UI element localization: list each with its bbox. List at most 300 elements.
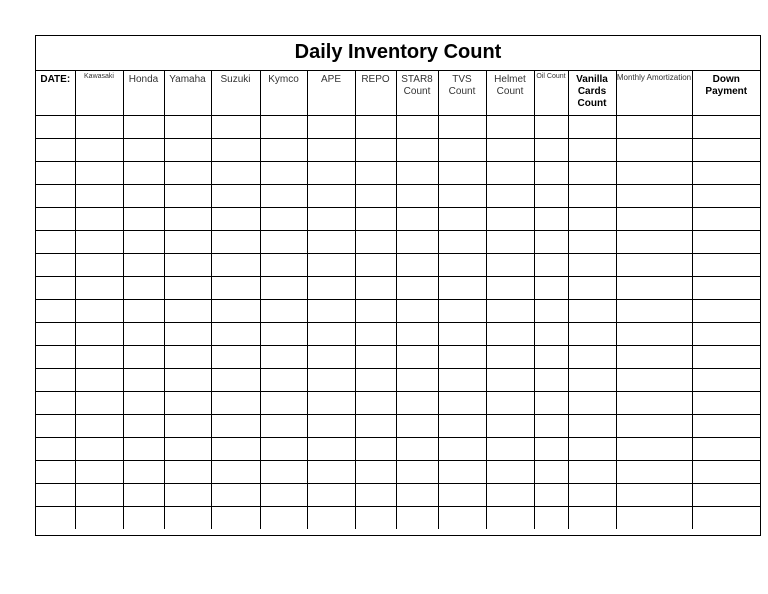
table-cell[interactable] bbox=[260, 483, 307, 506]
table-cell[interactable] bbox=[355, 345, 396, 368]
table-row bbox=[36, 184, 760, 207]
table-cell[interactable] bbox=[36, 437, 75, 460]
table-cell[interactable] bbox=[75, 207, 123, 230]
column-header: Kawasaki bbox=[75, 71, 123, 115]
table-cell[interactable] bbox=[36, 253, 75, 276]
table-cell[interactable] bbox=[123, 115, 164, 138]
table-cell[interactable] bbox=[438, 299, 486, 322]
table-cell[interactable] bbox=[307, 230, 355, 253]
table-cell[interactable] bbox=[438, 138, 486, 161]
table-row bbox=[36, 322, 760, 345]
table-cell[interactable] bbox=[75, 322, 123, 345]
table-row bbox=[36, 299, 760, 322]
table-row bbox=[36, 368, 760, 391]
table-cell[interactable] bbox=[616, 161, 692, 184]
table-cell[interactable] bbox=[164, 276, 211, 299]
table-cell[interactable] bbox=[260, 460, 307, 483]
table-cell[interactable] bbox=[616, 483, 692, 506]
table-cell[interactable] bbox=[211, 483, 260, 506]
table-cell[interactable] bbox=[123, 299, 164, 322]
table-cell[interactable] bbox=[438, 437, 486, 460]
table-cell[interactable] bbox=[568, 115, 616, 138]
table-cell[interactable] bbox=[692, 161, 760, 184]
table-cell[interactable] bbox=[534, 276, 568, 299]
table-cell[interactable] bbox=[260, 391, 307, 414]
table-cell[interactable] bbox=[355, 437, 396, 460]
table-cell[interactable] bbox=[75, 368, 123, 391]
table-cell[interactable] bbox=[355, 184, 396, 207]
table-cell[interactable] bbox=[211, 115, 260, 138]
table-cell[interactable] bbox=[36, 115, 75, 138]
table-cell[interactable] bbox=[568, 276, 616, 299]
table-cell[interactable] bbox=[355, 483, 396, 506]
table-row bbox=[36, 414, 760, 437]
table-cell[interactable] bbox=[568, 391, 616, 414]
table-cell[interactable] bbox=[123, 483, 164, 506]
table-cell[interactable] bbox=[534, 230, 568, 253]
table-cell[interactable] bbox=[123, 345, 164, 368]
table-cell[interactable] bbox=[355, 368, 396, 391]
table-cell[interactable] bbox=[438, 253, 486, 276]
table-cell[interactable] bbox=[534, 184, 568, 207]
table-cell[interactable] bbox=[692, 437, 760, 460]
table-cell[interactable] bbox=[75, 437, 123, 460]
table-cell[interactable] bbox=[396, 299, 438, 322]
table-cell[interactable] bbox=[164, 322, 211, 345]
table-cell[interactable] bbox=[307, 460, 355, 483]
table-cell[interactable] bbox=[36, 161, 75, 184]
table-cell[interactable] bbox=[534, 506, 568, 529]
table-cell[interactable] bbox=[75, 184, 123, 207]
table-cell[interactable] bbox=[616, 299, 692, 322]
table-cell[interactable] bbox=[307, 184, 355, 207]
table-cell[interactable] bbox=[616, 437, 692, 460]
table-cell[interactable] bbox=[438, 115, 486, 138]
table-cell[interactable] bbox=[36, 138, 75, 161]
table-cell[interactable] bbox=[692, 299, 760, 322]
table-cell[interactable] bbox=[692, 391, 760, 414]
table-cell[interactable] bbox=[616, 345, 692, 368]
table-cell[interactable] bbox=[355, 207, 396, 230]
table-cell[interactable] bbox=[307, 437, 355, 460]
table-cell[interactable] bbox=[164, 414, 211, 437]
table-cell[interactable] bbox=[438, 391, 486, 414]
table-cell[interactable] bbox=[692, 414, 760, 437]
table-cell[interactable] bbox=[36, 460, 75, 483]
table-cell[interactable] bbox=[396, 138, 438, 161]
table-cell[interactable] bbox=[396, 460, 438, 483]
table-cell[interactable] bbox=[692, 253, 760, 276]
table-cell[interactable] bbox=[486, 207, 534, 230]
table-cell[interactable] bbox=[438, 483, 486, 506]
table-cell[interactable] bbox=[486, 276, 534, 299]
table-cell[interactable] bbox=[307, 414, 355, 437]
table-cell[interactable] bbox=[486, 322, 534, 345]
table-cell[interactable] bbox=[534, 161, 568, 184]
table-cell[interactable] bbox=[355, 253, 396, 276]
table-cell[interactable] bbox=[396, 253, 438, 276]
table-cell[interactable] bbox=[355, 414, 396, 437]
table-cell[interactable] bbox=[355, 230, 396, 253]
table-cell[interactable] bbox=[568, 138, 616, 161]
table-cell[interactable] bbox=[568, 207, 616, 230]
table-cell[interactable] bbox=[260, 368, 307, 391]
table-cell[interactable] bbox=[534, 460, 568, 483]
table-cell[interactable] bbox=[123, 391, 164, 414]
table-cell[interactable] bbox=[123, 414, 164, 437]
header-row bbox=[36, 71, 760, 115]
table-cell[interactable] bbox=[260, 276, 307, 299]
table-cell[interactable] bbox=[75, 276, 123, 299]
table-cell[interactable] bbox=[486, 299, 534, 322]
table-cell[interactable] bbox=[486, 253, 534, 276]
table-cell[interactable] bbox=[260, 253, 307, 276]
table-cell[interactable] bbox=[396, 483, 438, 506]
table-cell[interactable] bbox=[36, 368, 75, 391]
table-cell[interactable] bbox=[616, 276, 692, 299]
table-cell[interactable] bbox=[123, 184, 164, 207]
table-cell[interactable] bbox=[568, 322, 616, 345]
column-header: Oil Count bbox=[534, 71, 568, 115]
table-cell[interactable] bbox=[534, 391, 568, 414]
column-header: Kymco bbox=[260, 71, 307, 115]
table-cell[interactable] bbox=[568, 345, 616, 368]
table-cell[interactable] bbox=[75, 230, 123, 253]
table-cell[interactable] bbox=[692, 345, 760, 368]
table-cell[interactable] bbox=[355, 299, 396, 322]
table-cell[interactable] bbox=[396, 391, 438, 414]
table-cell[interactable] bbox=[692, 276, 760, 299]
table-cell[interactable] bbox=[692, 460, 760, 483]
table-cell[interactable] bbox=[616, 230, 692, 253]
table-cell[interactable] bbox=[123, 276, 164, 299]
table-cell[interactable] bbox=[75, 138, 123, 161]
table-cell[interactable] bbox=[307, 276, 355, 299]
table-cell[interactable] bbox=[534, 437, 568, 460]
table-cell[interactable] bbox=[616, 184, 692, 207]
table-cell[interactable] bbox=[164, 437, 211, 460]
table-cell[interactable] bbox=[164, 253, 211, 276]
table-cell[interactable] bbox=[438, 276, 486, 299]
table-cell[interactable] bbox=[75, 115, 123, 138]
table-cell[interactable] bbox=[36, 391, 75, 414]
table-cell[interactable] bbox=[164, 161, 211, 184]
table-cell[interactable] bbox=[164, 460, 211, 483]
table-cell[interactable] bbox=[75, 460, 123, 483]
table-cell[interactable] bbox=[396, 161, 438, 184]
table-cell[interactable] bbox=[307, 253, 355, 276]
table-cell[interactable] bbox=[396, 115, 438, 138]
table-cell[interactable] bbox=[123, 437, 164, 460]
table-cell[interactable] bbox=[75, 161, 123, 184]
table-cell[interactable] bbox=[396, 322, 438, 345]
table-cell[interactable] bbox=[260, 437, 307, 460]
table-cell[interactable] bbox=[534, 345, 568, 368]
column-header: Honda bbox=[123, 71, 164, 115]
table-cell[interactable] bbox=[307, 345, 355, 368]
table-cell[interactable] bbox=[36, 345, 75, 368]
table-cell[interactable] bbox=[211, 506, 260, 529]
table-cell[interactable] bbox=[486, 115, 534, 138]
table-cell[interactable] bbox=[486, 437, 534, 460]
table-cell[interactable] bbox=[123, 506, 164, 529]
table-cell[interactable] bbox=[36, 207, 75, 230]
table-cell[interactable] bbox=[692, 184, 760, 207]
table-cell[interactable] bbox=[75, 506, 123, 529]
table-row bbox=[36, 253, 760, 276]
table-cell[interactable] bbox=[534, 414, 568, 437]
table-cell[interactable] bbox=[486, 161, 534, 184]
column-header: Yamaha bbox=[164, 71, 211, 115]
table-row bbox=[36, 460, 760, 483]
table-cell[interactable] bbox=[123, 460, 164, 483]
table-cell[interactable] bbox=[211, 391, 260, 414]
table-cell[interactable] bbox=[486, 460, 534, 483]
table-cell[interactable] bbox=[568, 161, 616, 184]
table-cell[interactable] bbox=[355, 391, 396, 414]
table-cell[interactable] bbox=[260, 345, 307, 368]
table-cell[interactable] bbox=[692, 322, 760, 345]
table-cell[interactable] bbox=[534, 253, 568, 276]
table-cell[interactable] bbox=[486, 391, 534, 414]
table-cell[interactable] bbox=[355, 161, 396, 184]
table-cell[interactable] bbox=[568, 483, 616, 506]
table-cell[interactable] bbox=[307, 299, 355, 322]
table-cell[interactable] bbox=[164, 391, 211, 414]
table-cell[interactable] bbox=[692, 115, 760, 138]
table-cell[interactable] bbox=[164, 483, 211, 506]
column-header: DATE: bbox=[36, 71, 75, 115]
table-cell[interactable] bbox=[692, 230, 760, 253]
table-cell[interactable] bbox=[164, 207, 211, 230]
table-cell[interactable] bbox=[438, 184, 486, 207]
table-cell[interactable] bbox=[616, 391, 692, 414]
table-row bbox=[36, 437, 760, 460]
column-header: Vanilla Cards Count bbox=[568, 71, 616, 115]
table-cell[interactable] bbox=[75, 391, 123, 414]
table-cell[interactable] bbox=[568, 437, 616, 460]
table-cell[interactable] bbox=[211, 414, 260, 437]
table-cell[interactable] bbox=[616, 322, 692, 345]
table-cell[interactable] bbox=[36, 230, 75, 253]
table-cell[interactable] bbox=[36, 299, 75, 322]
table-cell[interactable] bbox=[486, 483, 534, 506]
table-cell[interactable] bbox=[164, 506, 211, 529]
table-cell[interactable] bbox=[211, 460, 260, 483]
table-cell[interactable] bbox=[568, 414, 616, 437]
table-cell[interactable] bbox=[123, 161, 164, 184]
table-cell[interactable] bbox=[164, 299, 211, 322]
table-cell[interactable] bbox=[355, 276, 396, 299]
table-cell[interactable] bbox=[75, 345, 123, 368]
table-cell[interactable] bbox=[486, 138, 534, 161]
column-header: Monthly Amortization bbox=[616, 71, 692, 115]
table-cell[interactable] bbox=[486, 184, 534, 207]
table-cell[interactable] bbox=[534, 138, 568, 161]
table-cell[interactable] bbox=[486, 506, 534, 529]
table-cell[interactable] bbox=[396, 345, 438, 368]
table-cell[interactable] bbox=[568, 506, 616, 529]
table-cell[interactable] bbox=[36, 506, 75, 529]
table-cell[interactable] bbox=[260, 115, 307, 138]
table-cell[interactable] bbox=[438, 322, 486, 345]
table-cell[interactable] bbox=[568, 460, 616, 483]
table-cell[interactable] bbox=[486, 345, 534, 368]
table-cell[interactable] bbox=[307, 483, 355, 506]
table-cell[interactable] bbox=[211, 161, 260, 184]
table-cell[interactable] bbox=[260, 299, 307, 322]
table-cell[interactable] bbox=[123, 207, 164, 230]
table-cell[interactable] bbox=[211, 345, 260, 368]
table-cell[interactable] bbox=[36, 276, 75, 299]
table-cell[interactable] bbox=[692, 506, 760, 529]
table-cell[interactable] bbox=[75, 483, 123, 506]
table-cell[interactable] bbox=[260, 506, 307, 529]
table-cell[interactable] bbox=[692, 138, 760, 161]
table-cell[interactable] bbox=[307, 368, 355, 391]
table-row bbox=[36, 138, 760, 161]
table-cell[interactable] bbox=[355, 460, 396, 483]
table-cell[interactable] bbox=[164, 115, 211, 138]
table-cell[interactable] bbox=[307, 161, 355, 184]
table-cell[interactable] bbox=[396, 207, 438, 230]
table-cell[interactable] bbox=[211, 184, 260, 207]
table-cell[interactable] bbox=[307, 506, 355, 529]
table-cell[interactable] bbox=[355, 506, 396, 529]
table-cell[interactable] bbox=[307, 207, 355, 230]
table-cell[interactable] bbox=[355, 115, 396, 138]
table-cell[interactable] bbox=[568, 230, 616, 253]
column-header: Suzuki bbox=[211, 71, 260, 115]
table-cell[interactable] bbox=[211, 368, 260, 391]
table-cell[interactable] bbox=[692, 483, 760, 506]
table-cell[interactable] bbox=[123, 368, 164, 391]
table-cell[interactable] bbox=[211, 437, 260, 460]
table-cell[interactable] bbox=[260, 161, 307, 184]
table-cell[interactable] bbox=[307, 115, 355, 138]
table-cell[interactable] bbox=[36, 414, 75, 437]
table-cell[interactable] bbox=[211, 276, 260, 299]
table-cell[interactable] bbox=[438, 368, 486, 391]
table-cell[interactable] bbox=[164, 368, 211, 391]
table-cell[interactable] bbox=[438, 161, 486, 184]
table-cell[interactable] bbox=[534, 483, 568, 506]
table-cell[interactable] bbox=[568, 299, 616, 322]
table-cell[interactable] bbox=[616, 414, 692, 437]
table-cell[interactable] bbox=[438, 230, 486, 253]
table-cell[interactable] bbox=[211, 322, 260, 345]
table-cell[interactable] bbox=[396, 230, 438, 253]
table-cell[interactable] bbox=[396, 368, 438, 391]
table-cell[interactable] bbox=[75, 414, 123, 437]
table-cell[interactable] bbox=[211, 230, 260, 253]
table-cell[interactable] bbox=[616, 253, 692, 276]
table-cell[interactable] bbox=[260, 230, 307, 253]
table-cell[interactable] bbox=[534, 322, 568, 345]
table-cell[interactable] bbox=[616, 115, 692, 138]
table-cell[interactable] bbox=[211, 207, 260, 230]
table-cell[interactable] bbox=[75, 253, 123, 276]
table-cell[interactable] bbox=[36, 322, 75, 345]
table-cell[interactable] bbox=[164, 345, 211, 368]
table-cell[interactable] bbox=[692, 368, 760, 391]
table-row bbox=[36, 115, 760, 138]
table-cell[interactable] bbox=[438, 345, 486, 368]
table-cell[interactable] bbox=[123, 138, 164, 161]
table-cell[interactable] bbox=[396, 276, 438, 299]
column-header: REPO bbox=[355, 71, 396, 115]
table-cell[interactable] bbox=[123, 230, 164, 253]
table-cell[interactable] bbox=[164, 184, 211, 207]
table-cell[interactable] bbox=[568, 368, 616, 391]
column-header: TVS Count bbox=[438, 71, 486, 115]
table-cell[interactable] bbox=[355, 322, 396, 345]
table-cell[interactable] bbox=[164, 138, 211, 161]
table-row bbox=[36, 506, 760, 529]
table-cell[interactable] bbox=[534, 115, 568, 138]
table-cell[interactable] bbox=[568, 253, 616, 276]
table-cell[interactable] bbox=[211, 138, 260, 161]
table-cell[interactable] bbox=[123, 322, 164, 345]
column-header: Down Payment bbox=[692, 71, 760, 115]
table-cell[interactable] bbox=[396, 184, 438, 207]
table-row bbox=[36, 161, 760, 184]
table-cell[interactable] bbox=[438, 414, 486, 437]
table-cell[interactable] bbox=[260, 322, 307, 345]
table-cell[interactable] bbox=[355, 138, 396, 161]
table-cell[interactable] bbox=[260, 138, 307, 161]
column-header: STAR8 Count bbox=[396, 71, 438, 115]
table-cell[interactable] bbox=[486, 368, 534, 391]
table-cell[interactable] bbox=[211, 299, 260, 322]
table-cell[interactable] bbox=[260, 184, 307, 207]
table-cell[interactable] bbox=[438, 460, 486, 483]
table-cell[interactable] bbox=[396, 506, 438, 529]
table-cell[interactable] bbox=[211, 253, 260, 276]
table-cell[interactable] bbox=[396, 414, 438, 437]
table-cell[interactable] bbox=[307, 138, 355, 161]
table-cell[interactable] bbox=[692, 207, 760, 230]
table-cell[interactable] bbox=[307, 391, 355, 414]
table-cell[interactable] bbox=[260, 414, 307, 437]
table-row bbox=[36, 207, 760, 230]
table-cell[interactable] bbox=[486, 230, 534, 253]
table-cell[interactable] bbox=[534, 368, 568, 391]
table-cell[interactable] bbox=[75, 299, 123, 322]
table-cell[interactable] bbox=[438, 506, 486, 529]
table-cell[interactable] bbox=[123, 253, 164, 276]
table-body bbox=[36, 115, 760, 529]
table-cell[interactable] bbox=[568, 184, 616, 207]
table-cell[interactable] bbox=[534, 207, 568, 230]
table-cell[interactable] bbox=[36, 184, 75, 207]
table-cell[interactable] bbox=[396, 437, 438, 460]
table-cell[interactable] bbox=[164, 230, 211, 253]
table-cell[interactable] bbox=[534, 299, 568, 322]
table-row bbox=[36, 345, 760, 368]
table-cell[interactable] bbox=[36, 483, 75, 506]
table-cell[interactable] bbox=[438, 207, 486, 230]
table-cell[interactable] bbox=[307, 322, 355, 345]
table-cell[interactable] bbox=[616, 506, 692, 529]
table-cell[interactable] bbox=[260, 207, 307, 230]
table-cell[interactable] bbox=[616, 207, 692, 230]
table-cell[interactable] bbox=[616, 368, 692, 391]
table-row bbox=[36, 276, 760, 299]
table-cell[interactable] bbox=[616, 460, 692, 483]
table-cell[interactable] bbox=[616, 138, 692, 161]
table-cell[interactable] bbox=[486, 414, 534, 437]
